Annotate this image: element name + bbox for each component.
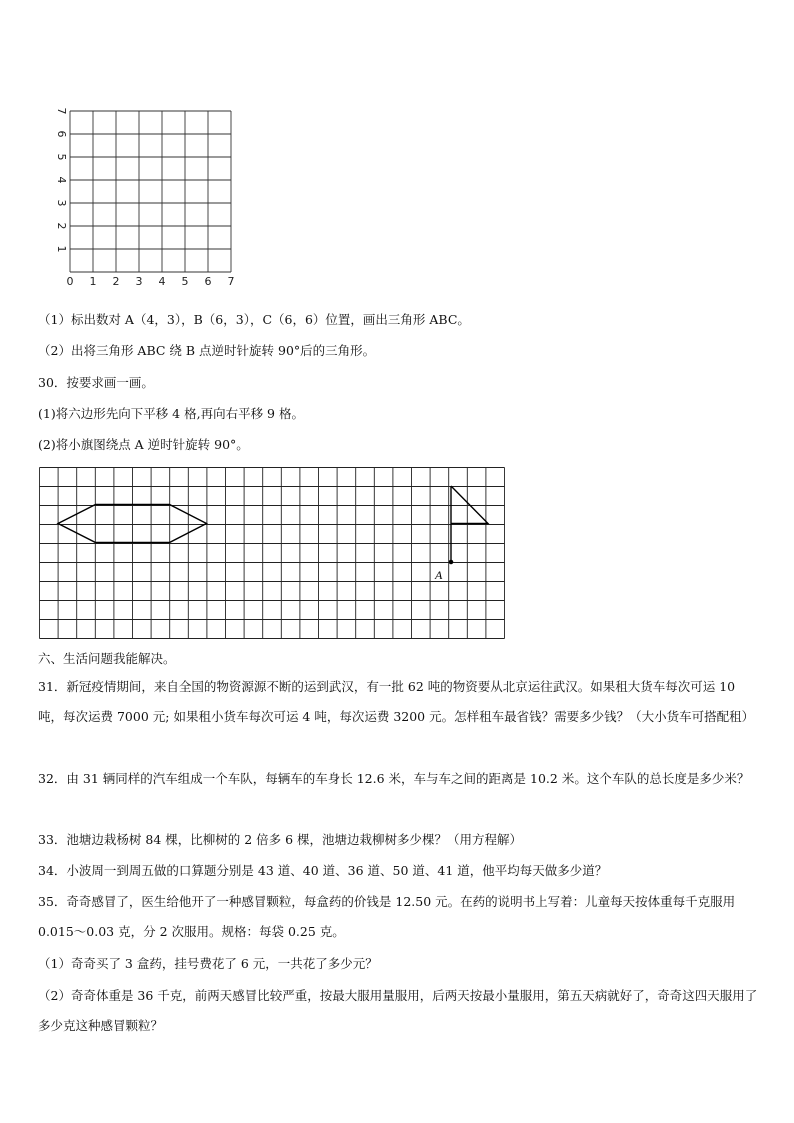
coordinate-grid [50,100,250,290]
y-tick-label: 5 [55,153,68,161]
square-grid [38,466,508,642]
q35-part1: （1）奇奇买了 3 盒药，挂号费花了 6 元，一共花了多少元？ [38,956,378,971]
y-tick-label: 6 [55,130,68,138]
x-tick-label: 6 [204,275,212,288]
y-tick-label: 3 [55,199,68,207]
x-tick-label: 3 [135,275,143,288]
q35-text: 35．奇奇感冒了，医生给他开了一种感冒颗粒，每盒药的价钱是 12.50 元。在药的说明书上写着：儿童每天按体重每千克服用 0.015～0.03 克，分 2 次服用。规格：每袋 0.25 克。 [38,894,736,939]
section-6-heading: 六、生活问题我能解决。 [38,651,176,666]
x-tick-label: 4 [158,275,166,288]
q30-title: 30．按要求画一画。 [38,375,154,390]
q32-text: 32．由 31 辆同样的汽车组成一个车队，每辆车的车身长 12.6 米，车与车之间的距离是 10.2 米。这个车队的总长度是多少米？ [38,771,750,786]
x-tick-label: 0 [66,275,74,288]
y-tick-label: 7 [55,107,68,115]
q30-part1: (1)将六边形先向下平移 4 格,再向右平移 9 格。 [38,406,304,421]
y-tick-label: 1 [55,245,68,253]
point-a-label: A [435,568,443,582]
q29-part2: （2）出将三角形 ABC 绕 B 点逆时针旋转 90°后的三角形。 [38,343,376,358]
x-tick-label: 2 [112,275,120,288]
y-tick-label: 2 [55,222,68,230]
x-tick-label: 7 [227,275,235,288]
q35-part2: （2）奇奇体重是 36 千克，前两天感冒比较严重，按最大服用量服用，后两天按最小量服用，第五天病就好了，奇奇这四天服用了多少克这种感冒颗粒？ [38,988,758,1033]
x-tick-label: 1 [89,275,97,288]
q33-text: 33．池塘边栽杨树 84 棵，比柳树的 2 倍多 6 棵，池塘边栽柳树多少棵？（用方程解） [38,832,523,847]
q30-part2: (2)将小旗图绕点 A 逆时针旋转 90°。 [38,437,249,452]
q29-part1: （1）标出数对 A（4，3），B（6，3），C（6，6）位置，画出三角形 ABC。 [38,312,470,327]
q31-text: 31．新冠疫情期间，来自全国的物资源源不断的运到武汉，有一批 62 吨的物资要从北京运往武汉。如果租大货车每次可运 10 吨，每次运费 7000 元; 如果租小货车每次可运 4 吨，每次运费 3200 元。怎样租车最省钱？需要多少钱？（大小货车可搭配租） [38,679,755,724]
y-tick-label: 4 [55,176,68,184]
q34-text: 34．小波周一到周五做的口算题分别是 43 道、40 道、36 道、50 道、41 道，他平均每天做多少道？ [38,863,608,878]
x-tick-label: 5 [181,275,189,288]
